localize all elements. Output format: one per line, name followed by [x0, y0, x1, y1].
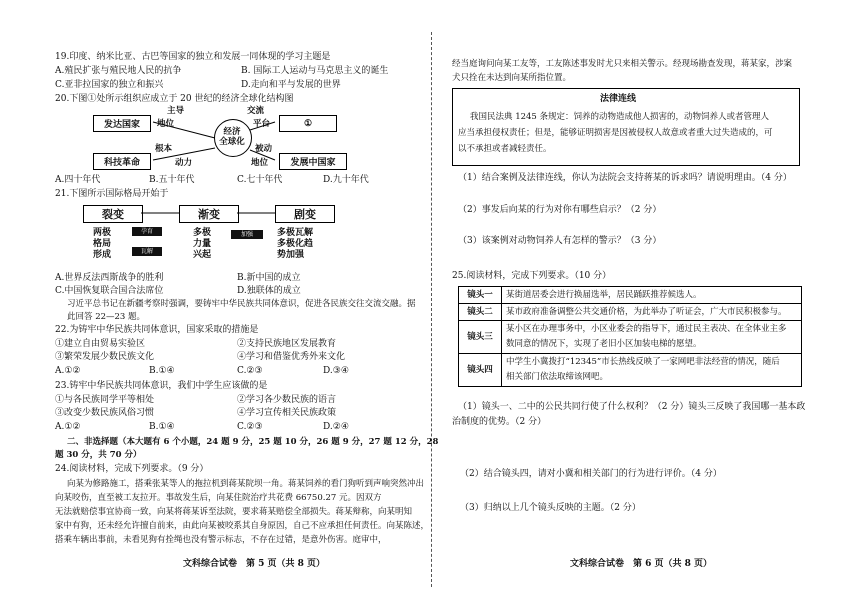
lens-text-cont: 数同意的情况下，实现了老旧小区加装电梯的愿望。: [506, 339, 702, 349]
lens-label: 镜头三: [459, 321, 502, 354]
q21-option-d: D.独联体的成立: [237, 286, 301, 296]
q21-option-c: C.中国恢复联合国合法席位: [55, 286, 164, 296]
q19-option-c: C.亚非拉国家的独立和振兴: [55, 80, 164, 90]
q21-option-b: B.新中国的成立: [237, 273, 301, 283]
q22-item-1: ①建立自由贸易实验区: [55, 339, 146, 349]
lens-label: 镜头一: [459, 287, 502, 304]
q24-sub-3: （3）该案例对动物饲养人有怎样的警示？（3 分）: [458, 236, 662, 246]
q24-cont-1: 经当庭询问向某工友等，工友陈述事发时尤只来相关警示。经现场勘查发现，蒋某家，涉案: [452, 59, 793, 69]
table-row: [459, 304, 802, 321]
q24-sub-1: （1）结合案例及法律连线，你认为法院会支持蒋某的诉求吗？请说明理由。（4 分）: [458, 173, 792, 183]
diagram-box-drastic: 剧变: [275, 205, 335, 223]
q19-option-a: A.殖民扩张与殖民地人民的抗争: [55, 66, 182, 76]
section2-header: 二、非选择题（本大题有 6 个小题，24 题 9 分，25 题 10 分，26 题 9 分，27 题 12 分，28: [67, 437, 439, 447]
diagram-arrow-strengthen: 加强: [231, 230, 263, 239]
q25-stem: 25.阅读材料，完成下列要求。（10 分）: [452, 271, 612, 281]
lens-text-cell: [502, 354, 802, 387]
q23-item-1: ①与各民族同学平等相处: [55, 395, 155, 405]
diagram-arrow-collapse: 瓦解: [132, 247, 162, 256]
q24-para-3: 无法就赔偿事宜协商一致，向某将蒋某诉至法院，要求蒋某赔偿全部损失。蒋某辩称，向某明知: [55, 507, 413, 517]
q22-item-2: ②支持民族地区发展教育: [237, 339, 337, 349]
q24-stem: 24.阅读材料，完成下列要求。（9 分）: [55, 464, 209, 474]
diagram-note-status: 地位: [157, 119, 175, 129]
law-line-1: 我国民法典 1245 条规定：饲养的动物造成他人损害的，动物饲养人或者管理人: [470, 112, 770, 122]
q22-option-c: C.②③: [237, 366, 263, 376]
q20-option-a: A.四十年代: [55, 175, 101, 185]
diagram-box-fission: 裂变: [83, 205, 143, 223]
q22-option-a: A.①②: [55, 366, 81, 376]
q24-para-4: 家中有狗，还未经允许擅自前来，由此向某被咬系其自身原因，自己不应承担任何责任。向某陈述，: [55, 521, 430, 531]
table-row: [459, 354, 802, 387]
lens-label: 镜头四: [459, 354, 502, 387]
diagram-arrow-nurture: 孕育: [132, 227, 162, 236]
q23-option-c: C.②③: [237, 422, 263, 432]
diagram-box-tech: 科技革命: [93, 153, 151, 170]
page-divider: [431, 32, 433, 587]
diagram-note-passive: 被动: [255, 144, 273, 154]
lens-label: 镜头二: [459, 304, 502, 321]
lens-table: [458, 286, 802, 387]
q24-cont-2: 犬只拴在未达到向某所指位置。: [452, 73, 572, 83]
diagram-note-dominant: 主导: [167, 106, 185, 116]
diagram-center-text-2: 全球化: [219, 137, 245, 147]
diagram-stage-2: 多极 力量 兴起: [193, 228, 212, 260]
q22-option-b: B.①④: [149, 366, 175, 376]
lens-text: 某市政府准备调整公共交通价格，为此举办了听证会，广大市民积极参与。: [502, 304, 802, 321]
q25-sub-2: （2）结合镜头四，请对小冀和相关部门的行为进行评价。（4 分）: [460, 469, 722, 479]
q21-stem: 21.下图所示国际格局开始于: [55, 189, 169, 199]
q22-stem: 22.为铸牢中华民族共同体意识，国家采取的措施是: [55, 325, 259, 335]
q19-option-b: B. 国际工人运动与马克思主义的诞生: [241, 66, 389, 76]
diagram-stage-1: 两极 格局 形成: [93, 228, 112, 260]
q23-item-3: ③改变少数民族风俗习惯: [55, 408, 155, 418]
q23-item-2: ②学习各少数民族的语言: [237, 395, 337, 405]
law-line-2: 应当承担侵权责任；但是，能够证明损害是因被侵权人故意或者重大过失造成的，可: [458, 128, 773, 138]
left-page-footer: 文科综合试卷 第 5 页（共 8 页）: [183, 559, 326, 569]
diagram-box-developed: 发达国家: [93, 115, 151, 132]
q24-para-2: 向某咬伤，直至被工友拉开。事故发生后，向某住院治疗共花费 66750.27 元。因双方: [55, 493, 382, 503]
q20-option-c: C.七十年代: [237, 175, 283, 185]
law-line-3: 以不承担或者减轻责任。: [458, 144, 552, 154]
diagram-box-org: ①: [279, 115, 337, 132]
diagram-connectors: [141, 205, 275, 221]
lens-text: 某小区在办理事务中，小区业委会的指导下，通过民主表决、在全体业主多: [506, 324, 787, 334]
q20-stem: 20.下图①处所示组织应成立于 20 世纪的经济全球化结构图: [55, 94, 294, 104]
diagram-stage-3: 多极瓦解 多极化趋 势加强: [277, 228, 314, 260]
left-page: [55, 0, 439, 609]
q22-item-4: ④学习和借鉴优秀外来文化: [237, 352, 346, 362]
diagram-note-platform: 平台: [253, 119, 271, 129]
diagram-center-text-1: 经济: [223, 127, 241, 137]
lens-text: 某街道居委会进行换届选举，居民踊跃推荐候选人。: [502, 287, 802, 304]
q23-option-d: D.②④: [323, 422, 349, 432]
right-page: [452, 0, 807, 609]
lens-text: 中学生小冀拨打“12345”市长热线反映了一家网吧非法经营的情况，随后: [506, 357, 780, 367]
lens-text-cell: [502, 321, 802, 354]
table-row: [459, 321, 802, 354]
q25-sub-1: （1）镜头一、二中的公民共同行使了什么权利？（2 分）镜头三反映了我国哪一基本政: [458, 402, 806, 412]
q23-option-a: A.①②: [55, 422, 81, 432]
lens-text-cont: 相关部门依法取缔该网吧。: [506, 372, 609, 382]
q22-item-3: ③繁荣发展少数民族文化: [55, 352, 155, 362]
q19-stem: 19.印度、纳米比亚、古巴等国家的独立和发展一同体现的学习主题是: [55, 52, 331, 62]
q21-option-a: A.世界反法西斯战争的胜利: [55, 273, 164, 283]
q22-option-d: D.③④: [323, 366, 349, 376]
q23-stem: 23.铸牢中华民族共同体意识，我们中学生应该做的是: [55, 381, 268, 391]
right-page-footer: 文科综合试卷 第 6 页（共 8 页）: [570, 559, 713, 569]
q23-option-b: B.①④: [149, 422, 175, 432]
q23-item-4: ④学习宣传相关民族政策: [237, 408, 337, 418]
q24-para-5: 搭乘车辆出事前，未看见狗有拴绳也没有警示标志，不存在过错，是意外伤害。庭审中，: [55, 535, 387, 545]
q24-sub-2: （2）事发后向某的行为对你有哪些启示？（2 分）: [458, 205, 662, 215]
passage-intro: 习近平总书记在新疆考察时强调，要铸牢中华民族共同体意识，促进各民族交往交流交融。据此回答 22—23 题。: [67, 299, 416, 322]
section2-header-cont: 题 30 分，共 70 分）: [55, 450, 142, 460]
diagram-note-status2: 地位: [251, 158, 269, 168]
q25-sub-1-cont: 治制度的优势。（2 分）: [452, 417, 547, 427]
table-row: [459, 287, 802, 304]
q20-option-b: B.五十年代: [149, 175, 195, 185]
q20-option-d: D.九十年代: [323, 175, 369, 185]
diagram-note-power: 动力: [175, 158, 193, 168]
diagram-note-exchange: 交流: [247, 106, 265, 116]
q25-sub-3: （3）归纳以上几个镜头反映的主题。（2 分）: [460, 503, 641, 513]
law-title: 法律连线: [600, 94, 637, 104]
diagram-box-gradual: 渐变: [179, 205, 239, 223]
q19-option-d: D.走向和平与发展的世界: [241, 80, 341, 90]
q24-para-1: 向某为修路施工，搭乘张某等人的拖拉机到蒋某院坝一角。蒋某饲养的看门狗听到声响突然冲出: [67, 479, 425, 489]
diagram-note-root: 根本: [155, 144, 173, 154]
diagram-box-developing: 发展中国家: [279, 153, 347, 170]
